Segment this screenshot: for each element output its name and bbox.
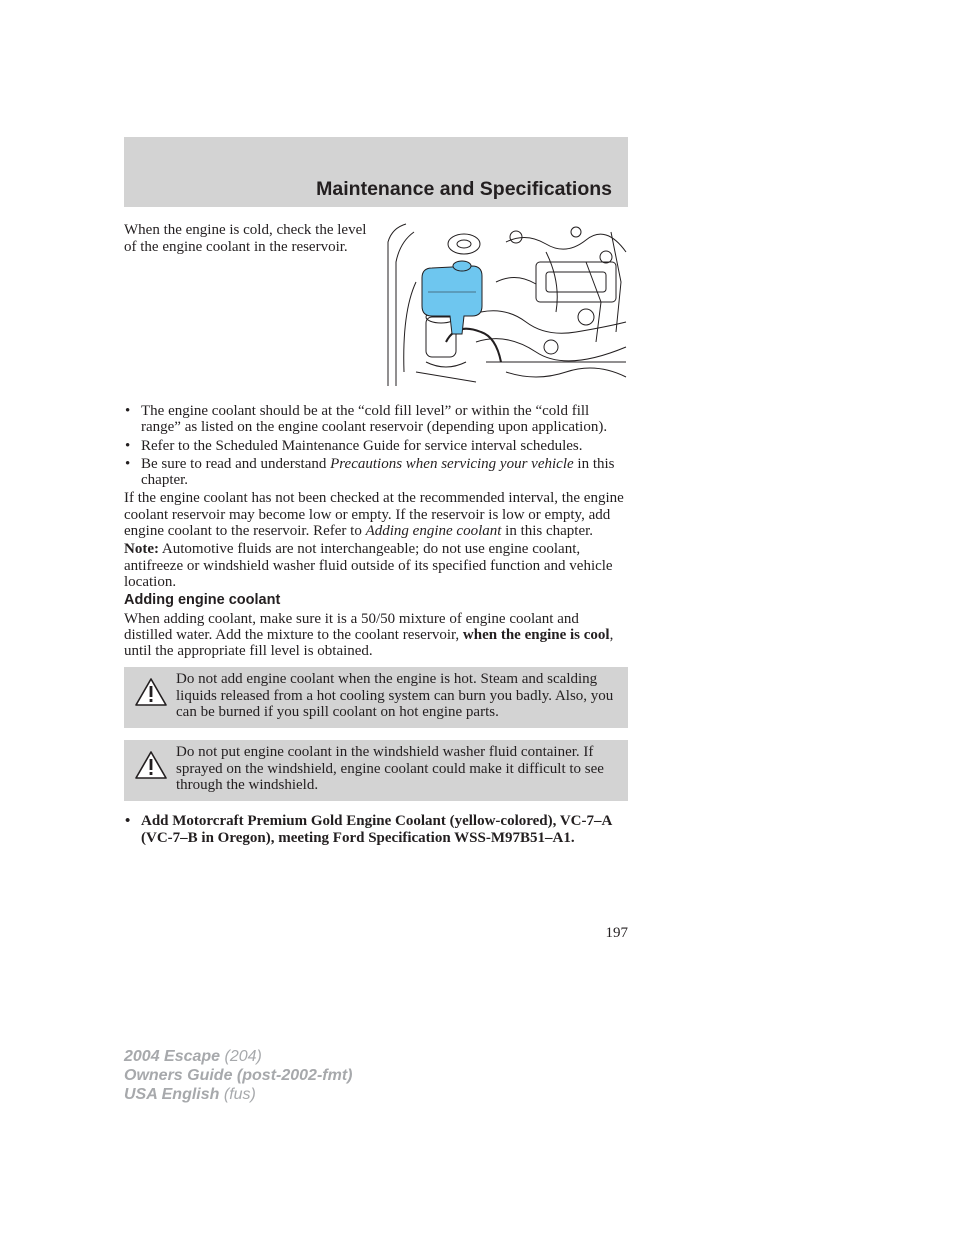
adding-coolant-paragraph: When adding coolant, make sure it is a 50/50 mixture of engine coolant and distilled water. Add the mixture to the coolant reservoir, when the engine is cool, until the appropriate fill level is obtained. [124, 610, 614, 660]
list-item: • Be sure to read and understand Precautions when servicing your vehicle in this chapter. [124, 456, 628, 489]
coolant-check-bullets [124, 403, 628, 488]
cross-reference: Adding engine coolant [365, 523, 502, 540]
footer-line: 2004 Escape (204) [124, 1048, 262, 1065]
footer-line: Owners Guide (post-2002-fmt) [124, 1067, 353, 1084]
list-item: • Add Motorcraft Premium Gold Engine Coolant (yellow-colored), VC-7–A (VC-7–B in Oregon), meeting Ford Specification WSS-M97B51–A1. [124, 813, 628, 846]
warning-triangle-icon [134, 750, 168, 780]
warning-triangle-icon [134, 677, 168, 707]
low-coolant-paragraph: If the engine coolant has not been checked at the recommended interval, the engine coolant reservoir may become low or empty. If the reservoir is low or empty, add engine coolant to the reservoir. Refer to Adding engine coolant in this chapter. [124, 490, 624, 540]
list-item: • Refer to the Scheduled Maintenance Guide for service interval schedules. [124, 438, 628, 454]
note-label: Note: [124, 541, 159, 558]
main-content [124, 403, 628, 848]
section-header-band [124, 137, 628, 207]
section-title: Maintenance and Specifications [316, 178, 612, 200]
footer-line: USA English (fus) [124, 1086, 256, 1103]
warning-text: Do not add engine coolant when the engine is hot. Steam and scalding liquids released from a hot cooling system can burn you badly. Also, you can be burned if you spill coolant on hot engine parts. [176, 671, 614, 721]
intro-paragraph: When the engine is cold, check the level of the engine coolant in the reservoir. [124, 222, 367, 255]
document-footer [124, 1047, 352, 1104]
note-paragraph: Note: Automotive fluids are not interchangeable; do not use engine coolant, antifreeze or windshield washer fluid outside of its specified function and vehicle location. [124, 541, 613, 590]
cross-reference: Precautions when servicing your vehicle [330, 455, 574, 472]
coolant-spec-bullets [124, 813, 628, 846]
warning-box [124, 667, 628, 728]
page-number: 197 [605, 925, 628, 941]
list-item: • The engine coolant should be at the “cold fill level” or within the “cold fill range” as listed on the engine coolant reservoir (depending upon application). [124, 403, 628, 436]
engine-compartment-illustration [386, 222, 628, 388]
subheading-adding-coolant: Adding engine coolant [124, 592, 281, 609]
warning-text: Do not put engine coolant in the windshield washer fluid container. If sprayed on the windshield, engine coolant could make it difficult to see through the windshield. [176, 744, 604, 793]
warning-box [124, 740, 628, 801]
coolant-reservoir-highlight [422, 261, 482, 334]
